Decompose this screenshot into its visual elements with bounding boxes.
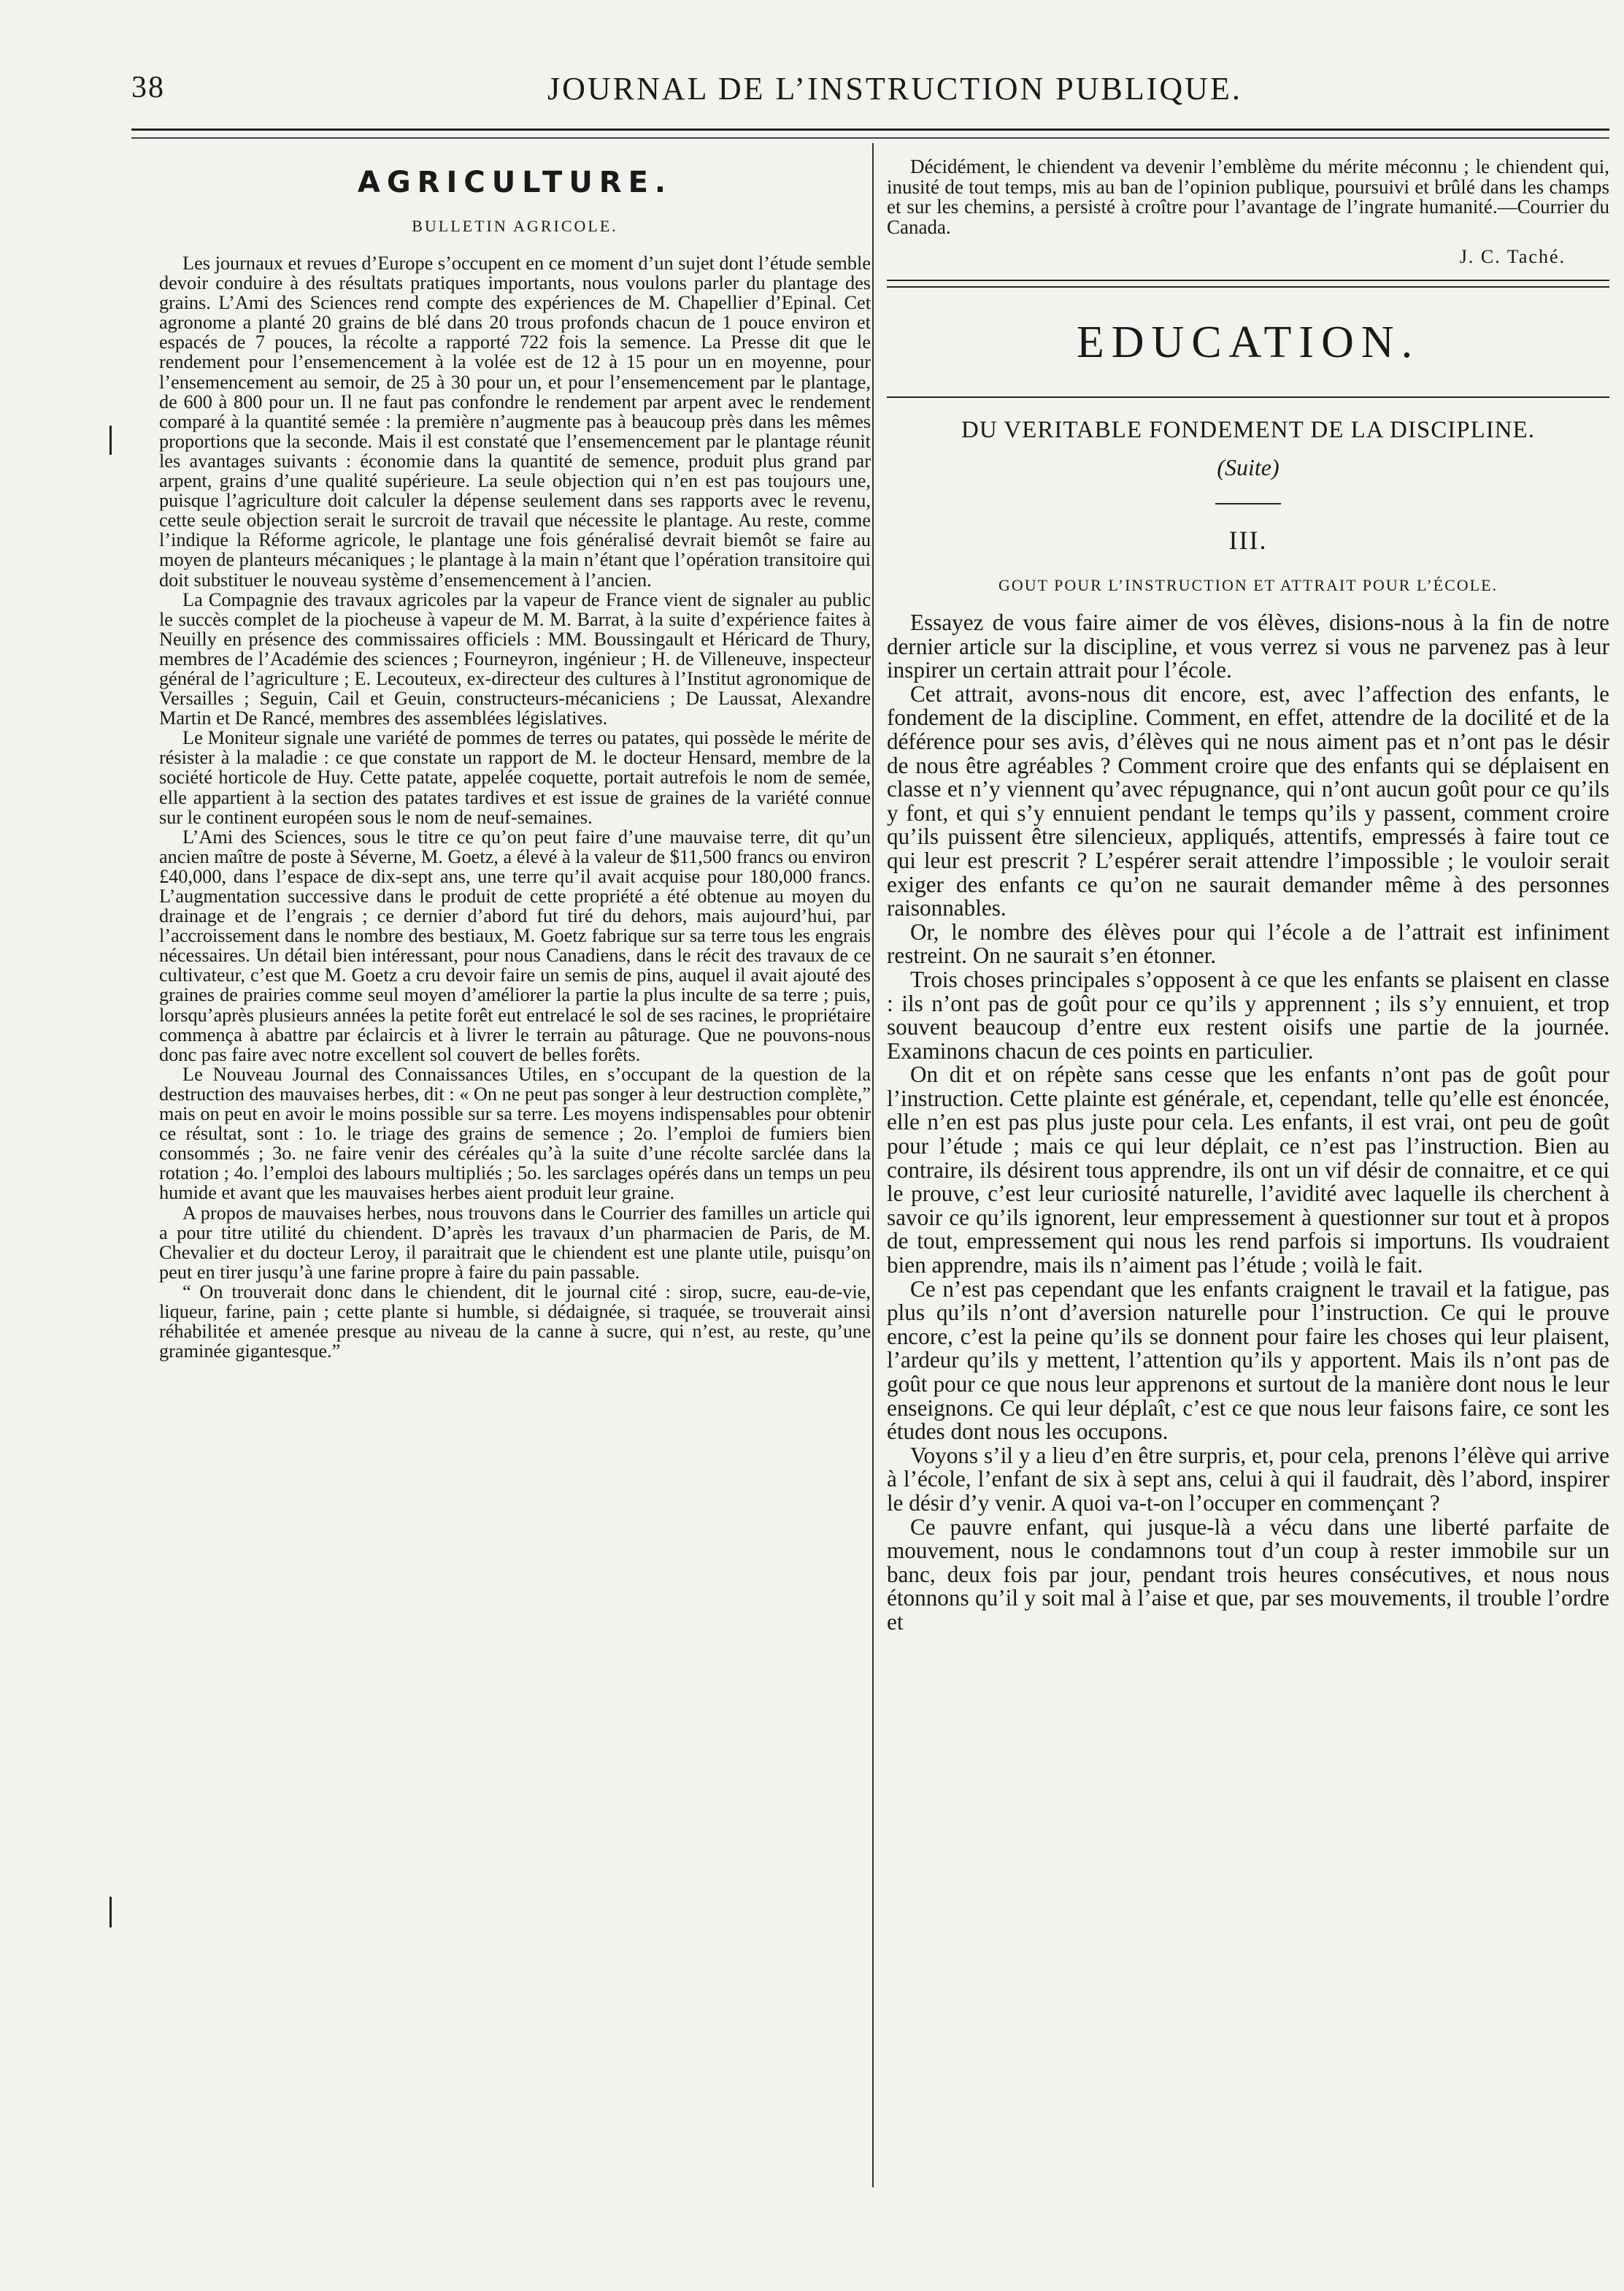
education-paragraph: Voyons s’il y a lieu d’en être surpris, et, pour cela, prenons l’élève qui arrive à l’école, l’enfant de six à sept ans, celui à qui il faudrait, dès l’abord, inspirer le désir d’y venir. A quoi va-t-on l’occuper en commençant ? [887,1442,1609,1516]
margin-mark [109,426,112,455]
section-separator [887,280,1609,288]
article-subtitle: (Suite) [1217,454,1279,480]
right-column [887,157,1609,1635]
header-rule [131,128,1609,139]
left-column [159,157,871,1361]
agriculture-paragraph: L’Ami des Sciences, sous le titre ce qu’on peut faire d’une mauvaise terre, dit qu’un ancien maître de poste à Séverne, M. Goetz, a élevé à la valeur de $11,500 francs ou environ £40,000, dans l’espace de dix-sept ans, une terre qu’il avait acquise pour 180,000 francs. L’augmentation successive dans le produit de cette propriété a été obtenue au moyen du drainage et de l’engrais ; ce dernier d’abord fut tiré du dehors, mais aujourd’hui, par l’accroissement dans le nombre des bestiaux, M. Goetz fabrique sur sa terre tous les engrais nécessaires. Un détail bien intéressant, pour nous Canadiens, dans le récit des travaux de ce cultivateur, c’est que M. Goetz a cru devoir faire un semis de pins, auquel il avait ajouté des graines de prairies comme seul moyen d’améliorer la partie la plus inculte de sa terre ; puis, lorsqu’après plusieurs années la petite forêt eut entrelacé le sol de ses racines, le propriétaire commença à abattre par éclaircis et à livrer le terrain au pâturage. Que ne pouvons-nous donc pas faire avec notre excellent sol couvert de belles forêts. [159,826,871,1065]
education-paragraph: Or, le nombre des élèves pour qui l’école a de l’attrait est infiniment restreint. On ne saurait s’en étonner. [887,918,1609,969]
bulletin-subheading: BULLETIN AGRICOLE. [412,217,618,235]
column-divider [872,143,874,2187]
agriculture-paragraph: La Compagnie des travaux agricoles par la vapeur de France vient de signaler au public le succès complet de la piocheuse à vapeur de M. M. Barrat, à la suite d’expérience faites à Neuilly en présence des commissaires officiels : MM. Boussingault et Héricard de Thury, membres de l’Académie des sciences ; Fourneyron, ingénieur ; H. de Villeneuve, inspecteur général de l’agriculture ; E. Lecouteux, ex-directeur des cultures à l’Institut agronomique de Versailles ; Seguin, Cail et Geuin, constructeurs-mécaniciens ; De Laussat, Alexandre Martin et De Rancé, membres des assemblées législatives. [159,588,871,729]
author-signature: J. C. Taché. [1459,246,1566,267]
agriculture-section-title: AGRICULTURE. [357,166,673,199]
running-head [124,70,1606,114]
journal-title: JOURNAL DE L’INSTRUCTION PUBLIQUE. [547,71,1242,107]
short-rule [1215,503,1281,504]
education-section-title: EDUCATION. [1076,318,1420,367]
agriculture-paragraph: “ On trouverait donc dans le chiendent, dit le journal cité : sirop, sucre, eau-de-vie, liqueur, farine, pain ; cette plante si humble, si dédaignée, si traquée, se trouverait ainsi réhabilitée et amenée presque au niveau de la canne à sucre, qui n’est, au reste, qu’une graminée gigantesque.” [159,1281,871,1362]
margin-mark [109,1897,112,1927]
page-number: 38 [131,71,165,104]
education-paragraph: Ce pauvre enfant, qui jusque-là a vécu dans une liberté parfaite de mouvement, nous le condamnons tout d’un coup à rester immobile sur un banc, deux fois par jour, pendant trois heures consécutives, et nous nous étonnons qu’il y soit mal à l’aise et que, par ses mouvements, il trouble l’ordre et [887,1513,1609,1635]
chapter-title: GOUT POUR L’INSTRUCTION ET ATTRAIT POUR L’ÉCOLE. [998,576,1498,594]
education-paragraph: Essayez de vous faire aimer de vos élèves, disions-nous à la fin de notre dernier article sur la discipline, et vous verrez si vous ne parvenez pas à leur inspirer un certain attrait pour l’école. [887,610,1609,683]
agriculture-paragraph: Les journaux et revues d’Europe s’occupent en ce moment d’un sujet dont l’étude semble devoir conduire à des résultats pratiques importants, nous voulons parler du plantage des grains. L’Ami des Sciences rend compte des expériences de M. Chapellier d’Epinal. Cet agronome a planté 20 grains de blé dans 20 trous profonds chacun de 1 pouce environ et espacés de 7 pouces, la récolte a rapporté 722 fois la semence. La Presse dit que le rendement pour l’ensemencement à la volée est de 12 à 15 pour un en moyenne, pour l’ensemencement au semoir, de 25 à 30 pour un, et pour l’ensemencement par le plantage, de 600 à 800 pour un. Il ne faut pas confondre le rendement par arpent avec le rendement comparé à la quantité semée : la première n’augmente pas à beaucoup près dans les mêmes proportions que la seconde. Mais il est constaté que l’ensemencement par le plantage réunit les avantages suivants : économie dans la quantité de semence, produit plus grand par arpent, grains d’une qualité supérieure. La seule objection qui n’en est pas toujours une, puisque l’agriculture doit calculer la dépense seulement dans ses rapports avec le revenu, cette seule objection serait le surcroit de travail que nécessite le plantage. Au reste, comme l’indique la Réforme agricole, le plantage une fois généralisé devrait biemôt se faire au moyen de planteurs mécaniques ; le plantage à la main n’étant que l’opération transitoire qui doit substituer le nouveau système d’ensemencement à l’ancien. [159,253,871,591]
agriculture-paragraph: A propos de mauvaises herbes, nous trouvons dans le Courrier des familles un article qui a pour titre utilité du chiendent. D’après les travaux d’un pharmacien de Paris, de M. Chevalier et du docteur Leroy, il paraitrait que le chiendent est une plante utile, puisqu’on peut en tirer jusqu’à une farine propre à faire du pain passable. [159,1202,871,1283]
education-paragraph: On dit et on répète sans cesse que les enfants n’ont pas de goût pour l’instruction. Cette plainte est générale, et, cependant, telle qu’elle est énoncée, elle n’en est pas plus juste pour cela. Les enfants, il est vrai, ont peu de goût pour l’étude ; mais ce qui leur déplait, ce n’est pas l’instruction. Bien au contraire, ils désirent tous apprendre, ils ont un vif désir de connaitre, et ce qui le prouve, c’est leur curiosité naturelle, l’avidité avec laquelle ils cherchent à savoir ce qu’ils ignorent, leur empressement à questionner sur tout et à propos de tout, empressement qui nous les rend parfois si importuns. Ils voudraient bien apprendre, mais ils n’aiment pas l’étude ; voilà le fait. [887,1062,1609,1278]
education-paragraph: Trois choses principales s’opposent à ce que les enfants se plaisent en classe : ils n’ont pas de goût pour ce qu’ils y apprennent ; ils s’y ennuient, et trop souvent beaucoup d’entre eux restent oisifs une partie de la journée. Examinons chacun de ces points en particulier. [887,966,1609,1064]
agriculture-paragraph: Le Nouveau Journal des Connaissances Utiles, en s’occupant de la question de la destruction des mauvaises herbes, dit : « On ne peut pas songer à leur destruction complète,” mais on peut en avoir le moins possible sur sa terre. Les moyens indispensables pour obtenir ce résultat, sont : 1o. le triage des grains de semence ; 2o. l’emploi de fumiers bien consommés ; 3o. ne faire venir des céréales qu’à la suite d’une récolte sarclée dans la rotation ; 4o. l’emploi des labours multipliés ; 5o. les sarclages opérés dans un temps un peu humide et avant que les mauvaises herbes aient produit leur graine. [159,1063,871,1204]
education-paragraph: Ce n’est pas cependant que les enfants craignent le travail et la fatigue, pas plus qu’ils n’ont d’aversion naturelle pour l’instruction. Ce qui le prouve encore, c’est la peine qu’ils se donnent pour faire les choses qui leur plaisent, l’ardeur qu’ils y mettent, l’attention qu’ils y apportent. Mais ils n’ont pas de goût pour ce que nous leur apprenons et surtout de la manière dont nous le leur enseignons. Ce qui leur déplaît, c’est ce que nous leur faisons faire, ce sont les études dont nous les occupons. [887,1275,1609,1445]
agriculture-paragraph: Le Moniteur signale une variété de pommes de terres ou patates, qui possède le mérite de résister à la maladie : ce que constate un rapport de M. le docteur Hensard, membre de la société horticole de Huy. Cette patate, appelée coquette, portait autrefois le nom de semée, elle appartient à la section des patates tardives et est issue de graines de la variété connue sur le continent européen sous le nom de neuf-semaines. [159,727,871,828]
continued-paragraph: Décidément, le chiendent va devenir l’emblème du mérite méconnu ; le chiendent qui, inusité de tout temps, mis au ban de l’opinion publique, poursuivi et brûlé dans les champs et sur les chemins, a persisté à croître pour l’avantage de l’ingrate humanité.—Courrier du Canada. [887,156,1609,238]
title-rule [887,396,1609,398]
article-title: DU VERITABLE FONDEMENT DE LA DISCIPLINE. [961,417,1535,443]
education-paragraph: Cet attrait, avons-nous dit encore, est, avec l’affection des enfants, le fondement de la discipline. Comment, en effet, attendre de la docilité et de la déférence pour ses avis, d’élèves qui ne nous aiment pas et n’ont pas le désir de nous être agréables ? Comment croire que des enfants qui se déplaisent en classe et n’y viennent qu’avec répugnance, qui n’ont aucun goût pour ce qu’ils y font, et qui s’y ennuient pendant le temps qu’ils y passent, comment croire qu’ils puissent être silencieux, appliqués, attentifs, empressés à faire tout ce qui leur est prescrit ? L’espérer serait attendre l’impossible ; le vouloir serait exiger des enfants ce qu’on ne saurait demander même à des personnes raisonnables. [887,680,1609,921]
chapter-number: III. [1228,526,1268,555]
